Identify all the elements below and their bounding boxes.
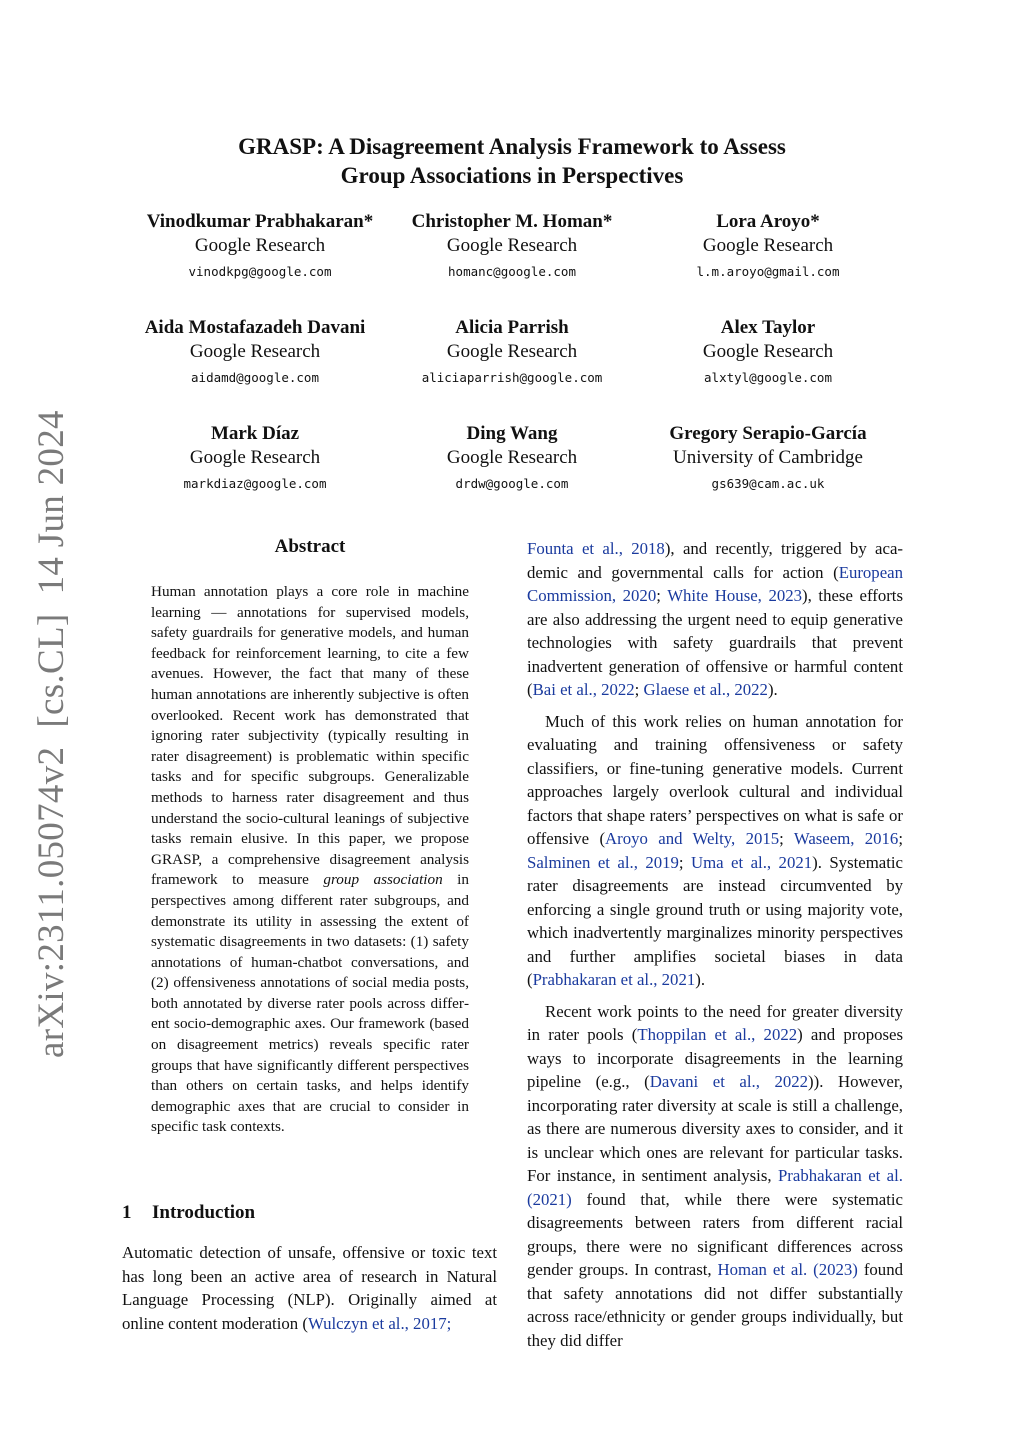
citation-link[interactable]: Founta et al., 2018 <box>527 539 665 558</box>
author-email[interactable]: l.m.aroyo@gmail.com <box>696 264 840 279</box>
body-text: ; <box>779 829 794 848</box>
author-card <box>618 422 918 493</box>
body-paragraph <box>527 537 903 702</box>
author-email[interactable]: alxtyl@google.com <box>704 370 832 385</box>
citation-link[interactable]: Waseem, 2016 <box>793 829 899 848</box>
author-email[interactable]: aidamd@google.com <box>191 370 319 385</box>
author-affiliation: Google Research <box>446 341 578 362</box>
author-card <box>362 316 662 387</box>
author-name: Alicia Parrish <box>455 317 569 338</box>
author-affiliation: Google Research <box>194 235 326 256</box>
paper-title-line-2: Group Associations in Perspectives <box>340 163 684 188</box>
author-email[interactable]: aliciaparrish@google.com <box>421 370 603 385</box>
author-affiliation: Google Research <box>446 447 578 468</box>
author-name: Aida Mostafazadeh Davani <box>144 317 366 338</box>
citation-link[interactable]: Thoppilan et al., 2022 <box>637 1025 798 1044</box>
arxiv-identifier: arXiv:2311.05074v2 [cs.CL] 14 Jun 2024 <box>31 410 72 1058</box>
author-email[interactable]: drdw@google.com <box>455 476 569 491</box>
author-affiliation: Google Research <box>189 341 321 362</box>
abstract-text: Human annotation plays a core role in machine learning — annotations for supervised models, safety guardrails for generative models, and human feedback for reinforcement learning, to cite a few avenues. However, the fact that many of these human annotations are inherently subjective is often overlooked. Recent work has demonstrated that ignoring rater subjectivity (typically resulting in rater disagreement) is problematic within specific tasks and for specific subgroups. Generalizable methods to harness rater disagreement and thus understand the socio-cultural leanings of subjective tasks remain elusive. In this paper, we propose GRASP, a comprehensive disagreement analysis framework to measure <box>151 583 469 889</box>
abstract-heading: Abstract <box>274 536 346 557</box>
author-affiliation: Google Research <box>702 341 834 362</box>
citation-link[interactable]: Aroyo and Welty, 2015 <box>605 829 780 848</box>
author-name: Alex Taylor <box>720 317 816 338</box>
intro-text: Automatic detection of unsafe, offensive or toxic text has long been an active area of research in Natural Language Processing (NLP). Originally aimed at online content moderation ( <box>122 1243 497 1333</box>
citation-link[interactable]: Wulczyn et al., 2017; <box>307 1313 452 1333</box>
body-text: ), these efforts are also addressing the urgent need to equip generative technologies with safety guardrails that prevent inadvertent generation of offensive or harmful content ( <box>527 586 903 699</box>
citation-link[interactable]: Glaese et al., 2022 <box>643 680 768 699</box>
body-text: ) and proposes ways to incorporate disagreements in the learning pipeline (e.g., ( <box>527 1025 904 1091</box>
citation-link[interactable]: Davani et al., 2022 <box>649 1072 809 1091</box>
author-affiliation: Google Research <box>446 235 578 256</box>
body-text: ). Systematic rater disagreements are instead circumvented by enforcing a single ground truth or using majority vote, which inadvertently marginalizes minority perspectives and further amplifies societal biases in data ( <box>527 852 903 989</box>
author-card <box>362 422 662 493</box>
section-heading <box>122 1202 255 1224</box>
citation-link[interactable]: European Commission, 2020 <box>527 562 903 605</box>
author-email[interactable]: vinodkpg@google.com <box>188 264 332 279</box>
abstract-emphasis: group association <box>323 871 443 889</box>
intro-paragraph <box>122 1241 497 1335</box>
body-text: ). <box>767 680 778 699</box>
author-card <box>618 316 918 387</box>
author-affiliation: Google Research <box>702 235 834 256</box>
body-paragraph <box>527 710 903 992</box>
author-name: Vinodkumar Prabhakaran* <box>146 211 374 232</box>
body-text: Much of this work relies on human annotation for evaluating and training offensiveness or safety classifiers, or fine-tuning generative models. Current approaches largely overlook cultural and individual factors that shape raters’ perspectives on what is safe or offensive ( <box>527 711 903 848</box>
citation-link[interactable]: Bai et al., 2022 <box>532 680 635 699</box>
body-text: ), and recently, triggered by academic and governmental calls for action ( <box>527 539 903 582</box>
body-text: ; <box>634 680 644 699</box>
right-column <box>527 537 903 1360</box>
author-name: Christopher M. Homan* <box>411 211 613 232</box>
citation-link[interactable]: Uma et al., 2021 <box>691 852 813 872</box>
citation-link[interactable]: Homan et al. (2023) <box>717 1260 858 1279</box>
citation-link[interactable]: Prabhakaran et al., 2021 <box>532 970 696 989</box>
citation-link[interactable]: Salminen et al., 2019 <box>527 852 679 872</box>
author-name: Lora Aroyo* <box>716 211 820 232</box>
author-card <box>362 210 662 281</box>
body-text: ; <box>898 829 903 848</box>
section-number: 1 <box>122 1202 132 1223</box>
body-text: ; <box>656 586 668 605</box>
author-email[interactable]: homanc@google.com <box>448 264 576 279</box>
body-text: ). <box>695 970 706 989</box>
paper-title <box>0 132 1024 190</box>
author-name: Ding Wang <box>466 423 558 444</box>
author-card <box>105 316 405 387</box>
body-text: found that safety annotations did not differ substantially across race/ethnicity or gender groups individually, but they did differ <box>527 1260 903 1350</box>
citation-link[interactable]: Prabhakaran et al. (2021) <box>527 1166 903 1209</box>
author-card <box>618 210 918 281</box>
abstract-body <box>151 582 469 1138</box>
author-affiliation: University of Cambridge <box>673 447 863 468</box>
body-text: Recent work points to the need for greater diversity in rater pools ( <box>527 1001 903 1044</box>
body-text: ; <box>678 852 691 872</box>
author-email[interactable]: markdiaz@google.com <box>183 476 327 491</box>
author-email[interactable]: gs639@cam.ac.uk <box>711 476 825 491</box>
author-affiliation: Google Research <box>189 447 321 468</box>
author-card <box>105 422 405 493</box>
abstract-text: in perspectives among different rater subgroups, and demonstrate its utility in assessing the extent of systematic disagreements in two datasets: (1) safety annotations of human-chatbot conversations, and (2) offensiveness annotations of social media posts, both annotated by diverse rater pools across different socio-demographic axes. Our framework (based on disagreement metrics) reveals specific rater groups that have significantly different perspectives than others on certain tasks, and helps identify demographic axes that are crucial to consider in specific task contexts. <box>151 871 469 1136</box>
citation-link[interactable]: White House, 2023 <box>667 586 803 605</box>
body-paragraph <box>527 1000 903 1353</box>
paper-title-line-1: GRASP: A Disagreement Analysis Framework to Assess <box>238 134 786 159</box>
author-name: Gregory Serapio-García <box>669 423 867 444</box>
body-text: found that, while there were systematic disagreements between raters from different racial groups, there were no significant differences across gender groups. In contrast, <box>527 1189 903 1279</box>
section-title: Introduction <box>152 1202 256 1223</box>
author-name: Mark Díaz <box>210 423 300 444</box>
body-text: )). However, incorporating rater diversity at scale is still a challenge, as there are numerous diversity axes to consider, and it is unclear which ones are relevant for particular tasks. For instance, in sentiment analysis, <box>527 1072 903 1185</box>
